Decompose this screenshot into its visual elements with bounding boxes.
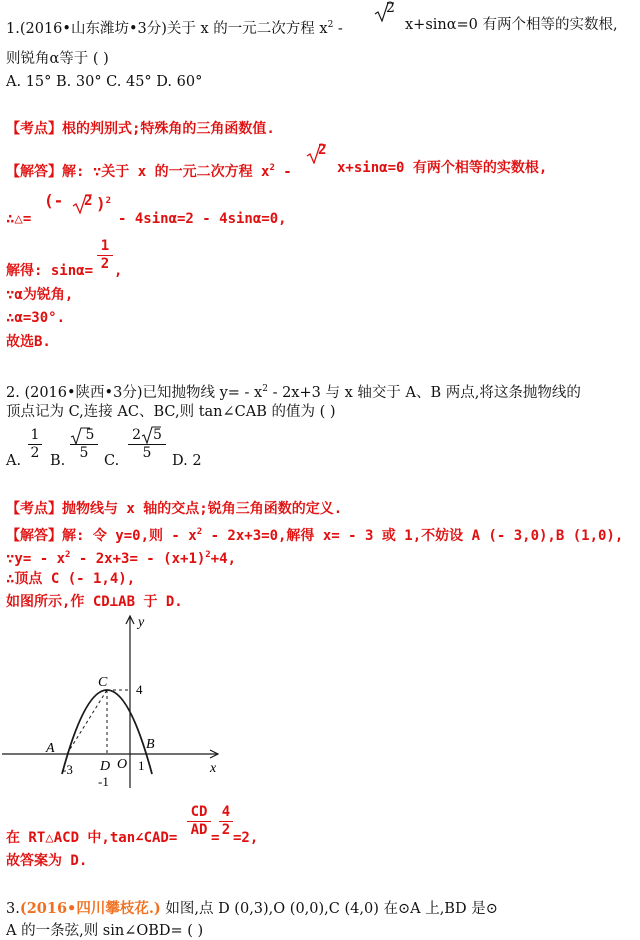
q1-stem-exponent: 2 <box>327 20 334 30</box>
q1-delta-rest: - 4sinα=2 - 4sinα=0, <box>118 211 287 227</box>
q1-kaodian-text: 根的判别式;特殊角的三角函数值. <box>62 121 275 137</box>
q1-delta-sqrt <box>84 193 92 209</box>
q2-opt-c-denominator: 5 <box>128 444 166 462</box>
q1-delta-paren-close: ) <box>96 194 106 213</box>
q2-kaodian-tag: 【考点】 <box>6 501 62 517</box>
q1-jieda-minus: - <box>274 164 292 180</box>
q1-kaodian-tag: 【考点】 <box>6 121 62 137</box>
q2-opt-c-label: C. <box>104 453 120 469</box>
label-point-b: B <box>146 737 155 752</box>
q2-figure-intro: 如图所示,作 CD⊥AB 于 D. <box>6 594 183 610</box>
q2-jieda-text: 解: 令 y=0,则 - x <box>62 528 197 544</box>
q2-tan-fraction2 <box>219 804 233 839</box>
q2-opt-b-fraction <box>70 427 98 462</box>
q1-delta-exponent: 2 <box>105 196 112 206</box>
q2-stem-text: 2. (2016•陕西•3分)已知抛物线 y= - x <box>6 385 263 401</box>
q1-stem-line2: 则锐角α等于 ( ) <box>6 51 109 67</box>
q3-stem-line1 <box>6 900 498 918</box>
q1-delta-prefix: ∴△= <box>6 211 32 227</box>
q1-stem-sqrt <box>386 0 395 16</box>
q2-stem-line2: 顶点记为 C,连接 AC、BC,则 tan∠CAB 的值为 ( ) <box>6 404 336 420</box>
label-point-o: O <box>117 757 128 772</box>
label-4: 4 <box>136 682 143 697</box>
label-point-a: A <box>46 741 55 756</box>
q2-opt-c-radicand: 5 <box>153 427 162 443</box>
q1-options: A. 15° B. 30° C. 45° D. 60° <box>6 74 203 90</box>
q2-line-c-text: ∵y= - x <box>6 551 66 567</box>
q2-answer: 故答案为 D. <box>6 853 88 869</box>
dashed-ac <box>67 690 107 754</box>
label-neg3: -3 <box>62 762 73 777</box>
q1-delta-radicand: 2 <box>84 193 93 209</box>
q1-jieda-tag: 【解答】 <box>6 164 62 180</box>
q2-opt-b-radicand: 5 <box>85 427 95 443</box>
q1-solve-prefix: 解得: sinα= <box>6 263 94 279</box>
q1-stem-line1b <box>405 16 618 34</box>
q2-opt-a-numerator: 1 <box>30 427 40 443</box>
sqrt-sign-icon <box>70 427 90 445</box>
q2-line-c <box>6 546 236 568</box>
q1-stem-text: 1.(2016•山东潍坊•3分)关于 x 的一元二次方程 x <box>6 21 328 37</box>
q1-delta-paren <box>44 192 63 210</box>
q2-kaodian <box>6 500 342 518</box>
q2-jieda-exponent: 2 <box>196 527 203 537</box>
q2-opt-a-label: A. <box>6 453 22 469</box>
label-neg1: -1 <box>98 774 109 789</box>
q1-jieda-rest: x+sinα=0 有两个相等的实数根, <box>337 160 548 176</box>
q2-opt-b-numerator <box>70 427 98 444</box>
q3-stem-text: 如图,点 D (0,3),O (0,0),C (4,0) 在⊙A 上,BD 是⊙ <box>160 901 498 917</box>
q2-opt-c-numerator <box>128 427 166 444</box>
sqrt-sign-icon <box>141 426 161 444</box>
q2-stem-rest: - 2x+3 与 x 轴交于 A、B 两点,将这条抛物线的 <box>267 385 581 401</box>
sqrt-sign-icon <box>374 2 394 22</box>
q1-kaodian <box>6 120 275 138</box>
q2-opt-c-fraction <box>128 427 166 462</box>
q2-line-c-middle: - 2x+3= - (x+1) <box>70 551 206 567</box>
q3-source: (2016•四川攀枝花.) <box>19 900 161 917</box>
q2-stem-exponent: 2 <box>262 384 268 394</box>
q1-stem-radicand: 2 <box>386 0 395 16</box>
q1-delta-paren-close-wrap <box>96 192 111 213</box>
parabola-figure <box>0 612 230 792</box>
q2-stem-line1 <box>6 380 581 402</box>
q2-tan-rest: =2, <box>233 830 259 846</box>
q2-tan-numerator1: CD <box>190 804 208 820</box>
q1-stem-rest: x+sinα=0 有两个相等的实数根, <box>405 17 618 33</box>
q1-because: ∵α为锐角, <box>6 287 74 303</box>
q2-opt-a-denominator: 2 <box>28 444 42 462</box>
sqrt-sign-icon <box>72 194 92 214</box>
q1-jieda-radicand: 2 <box>318 142 327 158</box>
label-1: 1 <box>138 758 145 773</box>
q2-opt-c-coefficient: 2 <box>132 427 141 443</box>
q1-jieda-exponent: 2 <box>269 163 275 173</box>
q2-tan-eq: = <box>211 830 220 846</box>
q3-number: 3. <box>6 901 20 917</box>
q1-delta-paren-open: (- <box>44 191 64 210</box>
q1-answer: 故选B. <box>6 334 51 350</box>
q2-tan-fraction1 <box>187 804 211 839</box>
q2-tan-denominator1: AD <box>187 821 211 839</box>
q1-jieda-line-b <box>337 159 547 177</box>
q2-tan-denominator2: 2 <box>219 821 233 839</box>
q1-jieda-sqrt <box>318 142 326 158</box>
q1-solve-comma: , <box>114 263 123 279</box>
q1-stem-line1 <box>6 16 343 38</box>
q2-tan-prefix: 在 RT△ACD 中,tan∠CAD= <box>6 830 178 846</box>
label-point-d: D <box>100 759 111 774</box>
label-x: x <box>210 761 217 776</box>
q2-kaodian-text: 抛物线与 x 轴的交点;锐角三角函数的定义. <box>62 501 343 517</box>
q2-opt-d: D. 2 <box>172 453 202 469</box>
q2-jieda-tag: 【解答】 <box>6 528 62 544</box>
q1-stem-minus: - <box>333 21 343 37</box>
q2-jieda-line <box>6 523 623 545</box>
q2-line-c-exponent: 2 <box>65 550 71 560</box>
label-y: y <box>138 615 145 630</box>
q1-therefore: ∴α=30°. <box>6 310 66 326</box>
q1-solve-numerator: 1 <box>100 238 110 254</box>
q3-stem-line2: A 的一条弦,则 sin∠OBD= ( ) <box>6 923 204 939</box>
q2-opt-b-label: B. <box>50 453 66 469</box>
q1-solve-denominator: 2 <box>97 255 113 273</box>
q2-line-c-exponent2: 2 <box>205 550 211 560</box>
q2-vertex: ∴顶点 C (- 1,4), <box>6 571 136 587</box>
q1-jieda-text: 解: ∵关于 x 的一元二次方程 x <box>62 164 270 180</box>
q2-tan-numerator2: 4 <box>221 804 231 820</box>
sqrt-sign-icon <box>306 144 326 164</box>
q2-jieda-rest: - 2x+3=0,解得 x= - 3 或 1,不妨设 A (- 3,0),B (1,0), <box>202 528 624 544</box>
q2-opt-b-denominator: 5 <box>70 444 98 462</box>
q2-line-c-end: +4, <box>210 551 237 567</box>
q1-jieda-line <box>6 159 292 181</box>
label-point-c: C <box>98 675 108 690</box>
q1-solve-fraction <box>97 238 113 273</box>
q2-opt-a-fraction <box>28 427 42 462</box>
